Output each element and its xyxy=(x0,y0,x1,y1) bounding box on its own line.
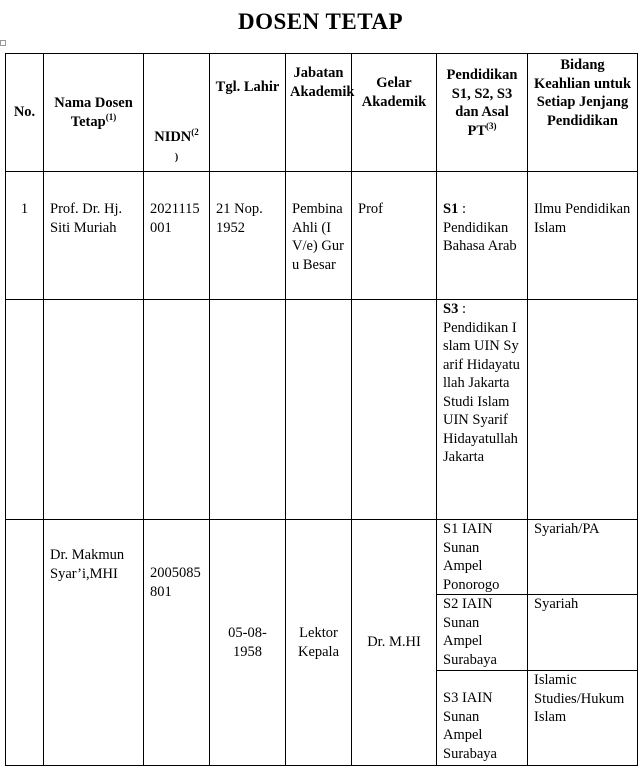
cell-tgl: 21 Nop. 1952 xyxy=(210,172,286,300)
table-row xyxy=(6,520,638,595)
cell-nidn: 2021115001 xyxy=(144,172,210,300)
cell-bidang: Syariah/PA xyxy=(528,520,638,595)
cell-pendidikan: S1 IAIN Sunan Ampel Ponorogo xyxy=(437,520,528,595)
cell-gelar: Prof xyxy=(352,172,437,300)
header-row xyxy=(6,54,638,172)
cell-bidang: Islamic Studies/Hukum Islam xyxy=(528,671,638,766)
cell-bidang: Syariah xyxy=(528,595,638,671)
cell-nidn: 2005085801 xyxy=(144,520,210,766)
cell-pendidikan: S3 IAIN Sunan Ampel Surabaya xyxy=(437,671,528,766)
header-no: No. xyxy=(6,54,44,172)
cell-pendidikan: S1 : Pendidikan Bahasa Arab xyxy=(437,172,528,300)
header-nidn: NIDN$^{(2}$ ) xyxy=(144,54,210,172)
cell-jabatan: Pembina Ahli (IV/e) Guru Besar xyxy=(286,172,352,300)
cell-pendidikan: S3 : Pendidikan Islam UIN Syarif Hidayatullah Jakarta Studi Islam UIN Syarif Hidayatullah Jakarta xyxy=(437,300,528,520)
table-anchor-icon xyxy=(0,40,6,46)
table-row xyxy=(6,172,638,300)
table-row xyxy=(6,300,638,520)
cell-nama: Dr. Makmun Syar’i,MHI xyxy=(44,520,144,766)
cell-pendidikan: S2 IAIN Sunan Ampel Surabaya xyxy=(437,595,528,671)
header-tgl: Tgl. Lahir xyxy=(210,54,286,172)
cell-jabatan: Lektor Kepala xyxy=(286,520,352,766)
page-title: DOSEN TETAP xyxy=(237,9,404,34)
dosen-table xyxy=(5,53,638,766)
cell-tgl: 05-08-1958 xyxy=(210,520,286,766)
cell-bidang: Ilmu Pendidikan Islam xyxy=(528,172,638,300)
cell-no: 1 xyxy=(6,172,44,300)
header-pendidikan: Pendidikan S1, S2, S3 dan Asal PT$^{(3)}$ xyxy=(437,54,528,172)
header-gelar: Gelar Akademik xyxy=(352,54,437,172)
cell-gelar: Dr. M.HI xyxy=(352,520,437,766)
header-jabatan: Jabatan Akademik xyxy=(286,54,352,172)
cell-nama: Prof. Dr. Hj. Siti Muriah xyxy=(44,172,144,300)
header-nama: Nama Dosen Tetap$^{(1)}$ xyxy=(44,54,144,172)
header-bidang: Bidang Keahlian untuk Setiap Jenjang Pendidikan xyxy=(528,54,638,172)
